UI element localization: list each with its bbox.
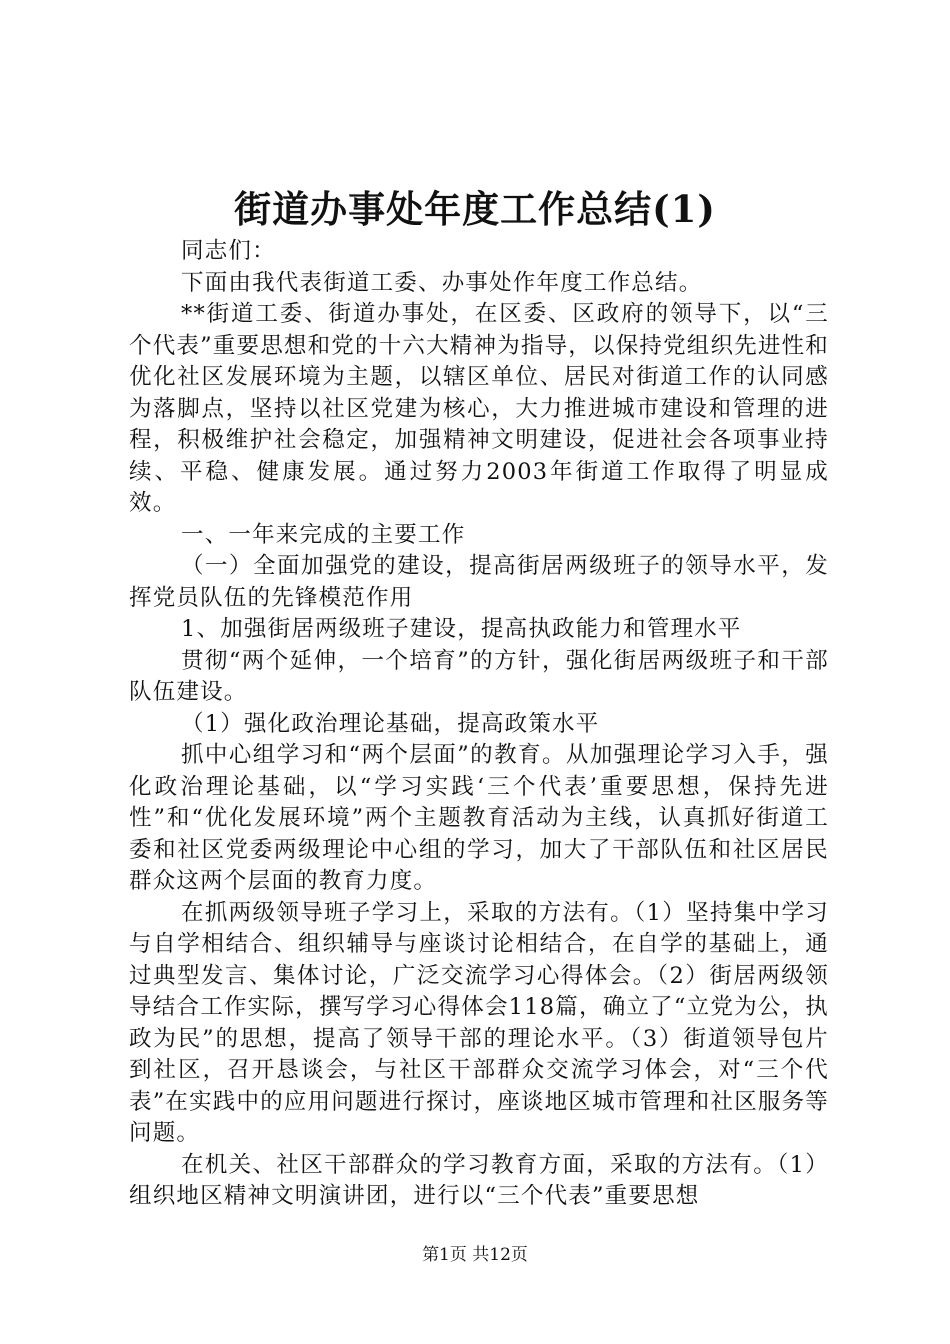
- document-title: 街道办事处年度工作总结(1): [234, 187, 716, 231]
- paragraph-overview: **街道工委、街道办事处，在区委、区政府的领导下，以“三个代表”重要思想和党的十六大精神为指导，以保持党组织先进性和优化社区发展环境为主题，以辖区单位、居民对街道工作的认同感为落脚点，坚持以社区党建为核心，大力推进城市建设和管理的进程，积极维护社会稳定，加强精神文明建设，促进社会各项事业持续、平稳、健康发展。通过努力2003年街道工作取得了明显成效。: [129, 301, 830, 516]
- subsection-heading-party-building: （一）全面加强党的建设，提高街居两级班子的领导水平，发挥党员队伍的先锋模范作用: [129, 553, 829, 611]
- paragraph-salutation: 同志们：: [181, 238, 276, 264]
- item-heading-political-theory: （1）强化政治理论基础，提高政策水平: [181, 710, 600, 737]
- paragraph-policy: 贯彻“两个延伸，一个培育”的方针，强化街居两级班子和干部队伍建设。: [129, 647, 829, 705]
- page-footer: 第1页 共12页: [422, 1245, 528, 1265]
- paragraph-study-center: 抓中心组学习和“两个层面”的教育。从加强理论学习入手，强化政治理论基础，以“学习实践‘三个代表’重要思想，保持先进性”和“优化发展环境”两个主题教育活动为主线，认真抓好街道工委和社区党委两级理论中心组的学习，加大了干部队伍和社区居民群众这两个层面的教育力度。: [129, 742, 829, 894]
- item-heading-team-building: 1、加强街居两级班子建设，提高执政能力和管理水平: [181, 616, 742, 642]
- paragraph-cadre-education: 在机关、社区干部群众的学习教育方面，采取的方法有。（1）组织地区精神文明演讲团，进行以“三个代表”重要思想: [129, 1151, 829, 1209]
- paragraph-leadership-study: 在抓两级领导班子学习上，采取的方法有。（1）坚持集中学习与自学相结合、组织辅导与座谈讨论相结合，在自学的基础上，通过典型发言、集体讨论，广泛交流学习心得体会。（2）街居两级领导结合工作实际，撰写学习心得体会118篇，确立了“立党为公，执政为民”的思想，提高了领导干部的理论水平。（3）街道领导包片到社区，召开恳谈会，与社区干部群众交流学习体会，对“三个代表”在实践中的应用问题进行探讨，座谈地区城市管理和社区服务等问题。: [129, 899, 830, 1146]
- document-body: [129, 236, 829, 1213]
- section-heading-main-work: 一、一年来完成的主要工作: [181, 521, 466, 548]
- paragraph-intro: 下面由我代表街道工委、办事处作年度工作总结。: [181, 269, 703, 296]
